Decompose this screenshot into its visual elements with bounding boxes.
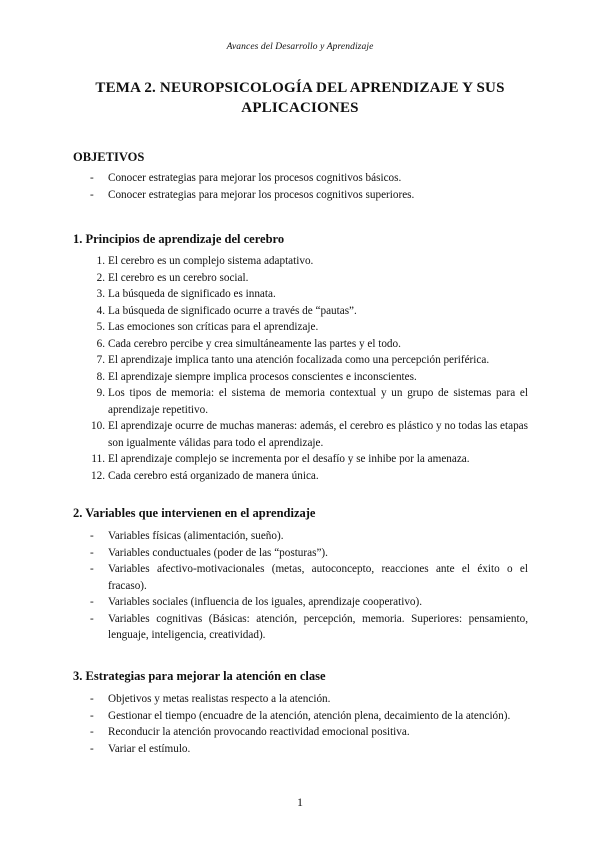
list-item: - Gestionar el tiempo (encuadre de la atención, atención plena, decaimiento de la atención). <box>90 709 511 722</box>
list-item: - Conocer estrategias para mejorar los procesos cognitivos superiores. <box>90 188 415 201</box>
variables-list <box>90 528 528 644</box>
list-item: 2. El cerebro es un cerebro social. <box>96 271 249 284</box>
list-item: - Variar el estímulo. <box>90 742 191 755</box>
list-item: - Variables afectivo-motivacionales (metas, autoconcepto, reacciones ante el éxito o el fracaso). <box>90 563 528 592</box>
list-item: - Conocer estrategias para mejorar los procesos cognitivos básicos. <box>90 172 402 184</box>
list-item: 4. La búsqueda de significado ocurre a través de “pautas”. <box>96 304 357 317</box>
list-item: - Variables cognitivas (Básicas: atención, percepción, memoria. Superiores: pensamiento, lenguaje, inteligencia, creatividad). <box>90 612 528 641</box>
objectives-list <box>90 170 528 203</box>
page-number: 1 <box>297 795 303 809</box>
list-item: 10. El aprendizaje ocurre de muchas maneras: además, el cerebro es plástico y no todas las etapas son igualmente válidas para todo el aprendizaje. <box>91 420 528 449</box>
list-item: - Variables conductuales (poder de las “posturas”). <box>90 546 328 559</box>
section-3-heading: 3. Estrategias para mejorar la atención en clase <box>73 669 326 683</box>
section-1-heading: 1. Principios de aprendizaje del cerebro <box>73 232 285 246</box>
list-item: - Reconducir la atención provocando reactividad emocional positiva. <box>90 726 410 738</box>
list-item: 7. El aprendizaje implica tanto una atención focalizada como una percepción periférica. <box>96 354 490 366</box>
strategies-list <box>90 691 528 757</box>
section-2-heading: 2. Variables que intervienen en el aprendizaje <box>73 506 316 520</box>
list-item: 12. Cada cerebro está organizado de manera única. <box>91 469 319 482</box>
list-item: - Variables físicas (alimentación, sueño). <box>90 530 284 542</box>
title-line-1: TEMA 2. NEUROPSICOLOGÍA DEL APRENDIZAJE Y SUS <box>95 80 505 96</box>
document-title <box>80 78 520 118</box>
list-item: 1. El cerebro es un complejo sistema adaptativo. <box>96 255 314 267</box>
objectives-heading: OBJETIVOS <box>73 150 145 164</box>
list-item: 11. El aprendizaje complejo se incrementa por el desafío y se inhibe por la amenaza. <box>91 453 470 465</box>
principles-list <box>91 253 528 484</box>
list-item: - Objetivos y metas realistas respecto a la atención. <box>90 693 331 705</box>
list-item: 8. El aprendizaje siempre implica procesos conscientes e inconscientes. <box>96 370 417 383</box>
title-line-2: APLICACIONES <box>241 100 359 116</box>
list-item: 3. La búsqueda de significado es innata. <box>96 288 276 300</box>
list-item: 9. Los tipos de memoria: el sistema de memoria contextual y un grupo de sistemas para el aprendizaje repetitivo. <box>96 387 528 416</box>
list-item: 6. Cada cerebro percibe y crea simultáneamente las partes y el todo. <box>96 337 401 350</box>
running-header: Avances del Desarrollo y Aprendizaje <box>226 42 374 52</box>
list-item: - Variables sociales (influencia de los iguales, aprendizaje cooperativo). <box>90 596 423 608</box>
list-item: 5. Las emociones son críticas para el aprendizaje. <box>96 321 319 333</box>
